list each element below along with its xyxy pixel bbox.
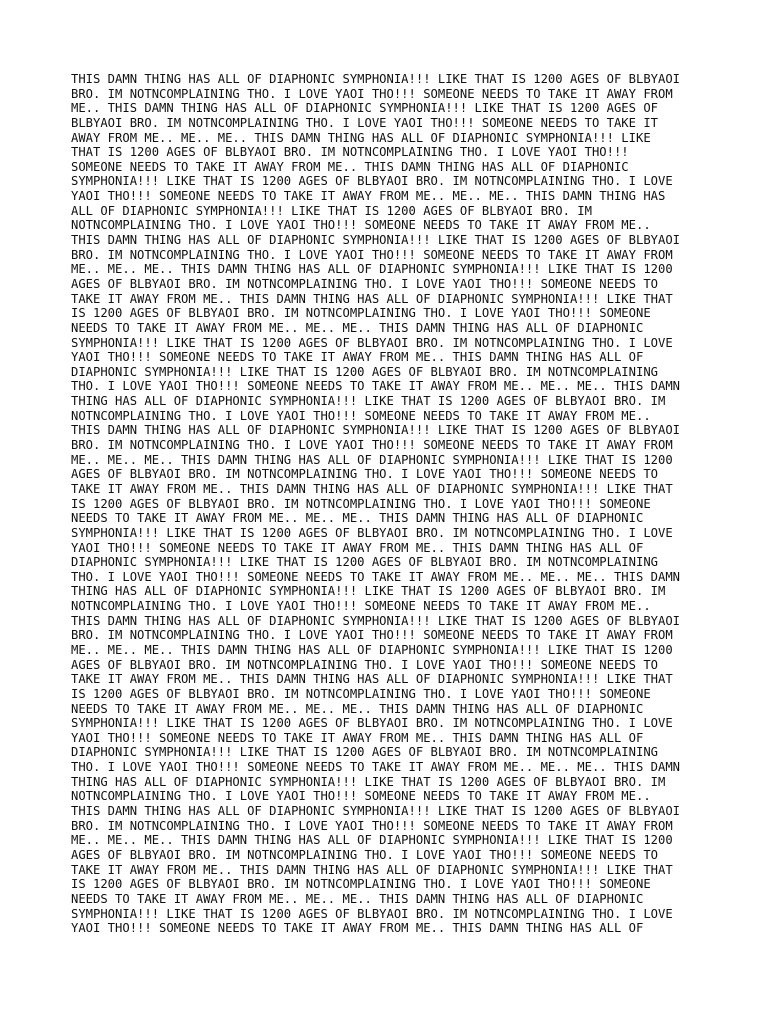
text-line: YAOI THO!!! SOMEONE NEEDS TO TAKE IT AWAY FROM ME.. ME.. ME.. THIS DAMN THING HAS — [71, 189, 666, 204]
text-line: ME.. ME.. ME.. THIS DAMN THING HAS ALL OF DIAPHONIC SYMPHONIA!!! LIKE THAT IS 1200 — [71, 452, 673, 467]
text-line: THIS DAMN THING HAS ALL OF DIAPHONIC SYMPHONIA!!! LIKE THAT IS 1200 AGES OF BLBYAOI — [71, 423, 681, 438]
text-line: NEEDS TO TAKE IT AWAY FROM ME.. ME.. ME.. THIS DAMN THING HAS ALL OF DIAPHONIC — [71, 891, 644, 906]
text-line: DIAPHONIC SYMPHONIA!!! LIKE THAT IS 1200 AGES OF BLBYAOI BRO. IM NOTNCOMPLAINING — [71, 745, 658, 760]
text-line: YAOI THO!!! SOMEONE NEEDS TO TAKE IT AWAY FROM ME.. THIS DAMN THING HAS ALL OF — [71, 921, 644, 936]
text-line: THIS DAMN THING HAS ALL OF DIAPHONIC SYMPHONIA!!! LIKE THAT IS 1200 AGES OF BLBYAOI — [71, 804, 681, 819]
text-line: THIS DAMN THING HAS ALL OF DIAPHONIC SYMPHONIA!!! LIKE THAT IS 1200 AGES OF BLBYAOI — [71, 72, 681, 86]
text-line: AGES OF BLBYAOI BRO. IM NOTNCOMPLAINING THO. I LOVE YAOI THO!!! SOMEONE NEEDS TO — [71, 467, 658, 482]
text-line: THO. I LOVE YAOI THO!!! SOMEONE NEEDS TO TAKE IT AWAY FROM ME.. ME.. ME.. THIS DAMN — [71, 760, 681, 775]
text-line: BRO. IM NOTNCOMPLAINING THO. I LOVE YAOI THO!!! SOMEONE NEEDS TO TAKE IT AWAY FROM — [71, 818, 673, 833]
text-line: DIAPHONIC SYMPHONIA!!! LIKE THAT IS 1200 AGES OF BLBYAOI BRO. IM NOTNCOMPLAINING — [71, 364, 658, 379]
text-line: SOMEONE NEEDS TO TAKE IT AWAY FROM ME.. THIS DAMN THING HAS ALL OF DIAPHONIC — [71, 159, 629, 174]
text-line: SYMPHONIA!!! LIKE THAT IS 1200 AGES OF BLBYAOI BRO. IM NOTNCOMPLAINING THO. I LOVE — [71, 716, 673, 731]
text-line: YAOI THO!!! SOMEONE NEEDS TO TAKE IT AWAY FROM ME.. THIS DAMN THING HAS ALL OF — [71, 730, 644, 745]
text-line: NOTNCOMPLAINING THO. I LOVE YAOI THO!!! SOMEONE NEEDS TO TAKE IT AWAY FROM ME.. — [71, 218, 651, 233]
text-line: AGES OF BLBYAOI BRO. IM NOTNCOMPLAINING THO. I LOVE YAOI THO!!! SOMEONE NEEDS TO — [71, 276, 658, 291]
text-line: TAKE IT AWAY FROM ME.. THIS DAMN THING HAS ALL OF DIAPHONIC SYMPHONIA!!! LIKE THAT — [71, 862, 673, 877]
text-line: IS 1200 AGES OF BLBYAOI BRO. IM NOTNCOMPLAINING THO. I LOVE YAOI THO!!! SOMEONE — [71, 686, 651, 701]
text-line: TAKE IT AWAY FROM ME.. THIS DAMN THING HAS ALL OF DIAPHONIC SYMPHONIA!!! LIKE THAT — [71, 481, 673, 496]
text-line: AGES OF BLBYAOI BRO. IM NOTNCOMPLAINING THO. I LOVE YAOI THO!!! SOMEONE NEEDS TO — [71, 847, 658, 862]
text-line: ME.. ME.. ME.. THIS DAMN THING HAS ALL OF DIAPHONIC SYMPHONIA!!! LIKE THAT IS 1200 — [71, 642, 673, 657]
text-line: THING HAS ALL OF DIAPHONIC SYMPHONIA!!! LIKE THAT IS 1200 AGES OF BLBYAOI BRO. IM — [71, 774, 666, 789]
text-line: THING HAS ALL OF DIAPHONIC SYMPHONIA!!! LIKE THAT IS 1200 AGES OF BLBYAOI BRO. IM — [71, 394, 666, 409]
text-line: IS 1200 AGES OF BLBYAOI BRO. IM NOTNCOMPLAINING THO. I LOVE YAOI THO!!! SOMEONE — [71, 877, 651, 892]
text-line: YAOI THO!!! SOMEONE NEEDS TO TAKE IT AWAY FROM ME.. THIS DAMN THING HAS ALL OF — [71, 540, 644, 555]
text-line: DIAPHONIC SYMPHONIA!!! LIKE THAT IS 1200 AGES OF BLBYAOI BRO. IM NOTNCOMPLAINING — [71, 555, 658, 570]
text-line: SYMPHONIA!!! LIKE THAT IS 1200 AGES OF BLBYAOI BRO. IM NOTNCOMPLAINING THO. I LOVE — [71, 174, 673, 189]
text-line: ME.. ME.. ME.. THIS DAMN THING HAS ALL OF DIAPHONIC SYMPHONIA!!! LIKE THAT IS 1200 — [71, 262, 673, 277]
text-line: THIS DAMN THING HAS ALL OF DIAPHONIC SYMPHONIA!!! LIKE THAT IS 1200 AGES OF BLBYAOI — [71, 613, 681, 628]
text-line: AWAY FROM ME.. ME.. ME.. THIS DAMN THING HAS ALL OF DIAPHONIC SYMPHONIA!!! LIKE — [71, 130, 651, 145]
text-line: NOTNCOMPLAINING THO. I LOVE YAOI THO!!! SOMEONE NEEDS TO TAKE IT AWAY FROM ME.. — [71, 599, 651, 614]
document-body-text — [71, 72, 701, 936]
text-line: THIS DAMN THING HAS ALL OF DIAPHONIC SYMPHONIA!!! LIKE THAT IS 1200 AGES OF BLBYAOI — [71, 233, 681, 248]
text-line: BLBYAOI BRO. IM NOTNCOMPLAINING THO. I LOVE YAOI THO!!! SOMEONE NEEDS TO TAKE IT — [71, 115, 658, 130]
text-line: IS 1200 AGES OF BLBYAOI BRO. IM NOTNCOMPLAINING THO. I LOVE YAOI THO!!! SOMEONE — [71, 496, 651, 511]
text-line: THO. I LOVE YAOI THO!!! SOMEONE NEEDS TO TAKE IT AWAY FROM ME.. ME.. ME.. THIS DAMN — [71, 569, 681, 584]
text-line: NOTNCOMPLAINING THO. I LOVE YAOI THO!!! SOMEONE NEEDS TO TAKE IT AWAY FROM ME.. — [71, 789, 651, 804]
text-line: NEEDS TO TAKE IT AWAY FROM ME.. ME.. ME.. THIS DAMN THING HAS ALL OF DIAPHONIC — [71, 320, 644, 335]
text-line: ALL OF DIAPHONIC SYMPHONIA!!! LIKE THAT IS 1200 AGES OF BLBYAOI BRO. IM — [71, 203, 592, 218]
text-line: BRO. IM NOTNCOMPLAINING THO. I LOVE YAOI THO!!! SOMEONE NEEDS TO TAKE IT AWAY FROM — [71, 628, 673, 643]
text-line: BRO. IM NOTNCOMPLAINING THO. I LOVE YAOI THO!!! SOMEONE NEEDS TO TAKE IT AWAY FROM — [71, 438, 673, 453]
text-line: BRO. IM NOTNCOMPLAINING THO. I LOVE YAOI THO!!! SOMEONE NEEDS TO TAKE IT AWAY FROM — [71, 247, 673, 262]
text-line: SYMPHONIA!!! LIKE THAT IS 1200 AGES OF BLBYAOI BRO. IM NOTNCOMPLAINING THO. I LOVE — [71, 906, 673, 921]
text-line: NEEDS TO TAKE IT AWAY FROM ME.. ME.. ME.. THIS DAMN THING HAS ALL OF DIAPHONIC — [71, 511, 644, 526]
text-line: TAKE IT AWAY FROM ME.. THIS DAMN THING HAS ALL OF DIAPHONIC SYMPHONIA!!! LIKE THAT — [71, 291, 673, 306]
text-line: SYMPHONIA!!! LIKE THAT IS 1200 AGES OF BLBYAOI BRO. IM NOTNCOMPLAINING THO. I LOVE — [71, 335, 673, 350]
text-line: SYMPHONIA!!! LIKE THAT IS 1200 AGES OF BLBYAOI BRO. IM NOTNCOMPLAINING THO. I LOVE — [71, 525, 673, 540]
text-line: YAOI THO!!! SOMEONE NEEDS TO TAKE IT AWAY FROM ME.. THIS DAMN THING HAS ALL OF — [71, 350, 644, 365]
text-line: AGES OF BLBYAOI BRO. IM NOTNCOMPLAINING THO. I LOVE YAOI THO!!! SOMEONE NEEDS TO — [71, 657, 658, 672]
text-line: BRO. IM NOTNCOMPLAINING THO. I LOVE YAOI THO!!! SOMEONE NEEDS TO TAKE IT AWAY FROM — [71, 86, 673, 101]
text-line: NEEDS TO TAKE IT AWAY FROM ME.. ME.. ME.. THIS DAMN THING HAS ALL OF DIAPHONIC — [71, 701, 644, 716]
text-line: THO. I LOVE YAOI THO!!! SOMEONE NEEDS TO TAKE IT AWAY FROM ME.. ME.. ME.. THIS DAMN — [71, 379, 681, 394]
text-line: THAT IS 1200 AGES OF BLBYAOI BRO. IM NOTNCOMPLAINING THO. I LOVE YAOI THO!!! — [71, 145, 629, 160]
text-line: TAKE IT AWAY FROM ME.. THIS DAMN THING HAS ALL OF DIAPHONIC SYMPHONIA!!! LIKE THAT — [71, 672, 673, 687]
text-line: NOTNCOMPLAINING THO. I LOVE YAOI THO!!! SOMEONE NEEDS TO TAKE IT AWAY FROM ME.. — [71, 408, 651, 423]
text-line: THING HAS ALL OF DIAPHONIC SYMPHONIA!!! LIKE THAT IS 1200 AGES OF BLBYAOI BRO. IM — [71, 584, 666, 599]
text-line: ME.. THIS DAMN THING HAS ALL OF DIAPHONIC SYMPHONIA!!! LIKE THAT IS 1200 AGES OF — [71, 101, 658, 116]
text-line: ME.. ME.. ME.. THIS DAMN THING HAS ALL OF DIAPHONIC SYMPHONIA!!! LIKE THAT IS 1200 — [71, 833, 673, 848]
text-line: IS 1200 AGES OF BLBYAOI BRO. IM NOTNCOMPLAINING THO. I LOVE YAOI THO!!! SOMEONE — [71, 306, 651, 321]
